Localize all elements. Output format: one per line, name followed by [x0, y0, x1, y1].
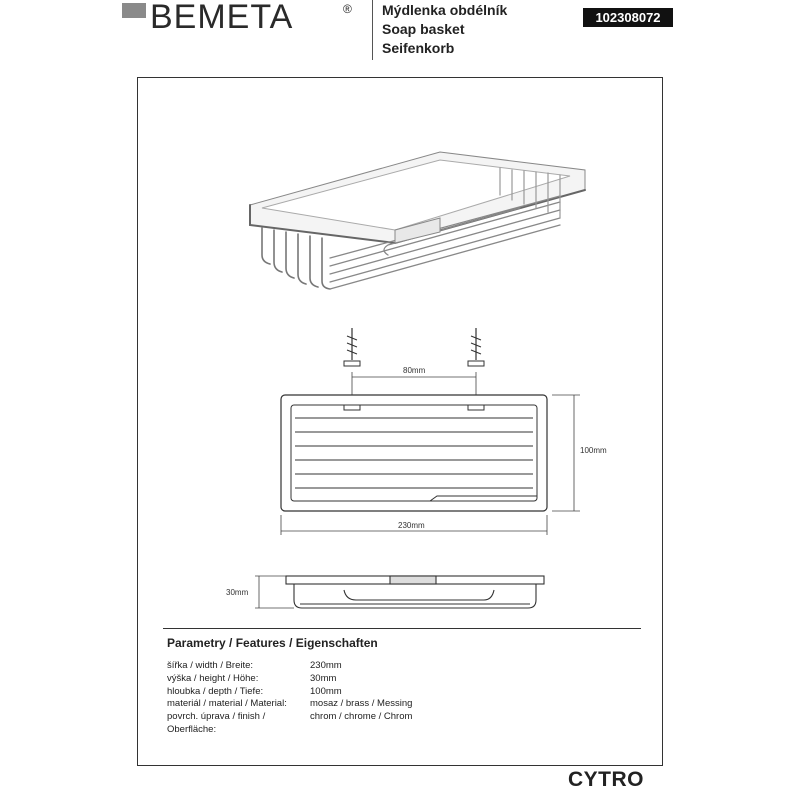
brand-logo: BEMETA [150, 0, 294, 36]
spec-label: výška / height / Höhe: [167, 672, 259, 684]
features-title: Parametry / Features / Eigenschaften [167, 636, 378, 650]
spec-row [167, 686, 412, 699]
spec-row [167, 660, 412, 673]
spec-value: chrom / chrome / Chrom [310, 711, 413, 723]
mounting-screw-left [344, 328, 360, 366]
side-view [286, 576, 544, 608]
spec-label: materiál / material / Material: [167, 698, 287, 710]
dimension-depth [552, 395, 580, 511]
product-title-de: Seifenkorb [382, 40, 455, 56]
product-image [250, 152, 585, 289]
dimension-label-100: 100mm [580, 446, 607, 455]
product-title-en: Soap basket [382, 21, 465, 37]
features-divider [163, 628, 641, 629]
spec-label: hloubka / depth / Tiefe: [167, 685, 264, 697]
model-name: CYTRO [568, 768, 644, 791]
features-table [167, 660, 412, 737]
dimension-label-30: 30mm [226, 588, 249, 597]
registered-mark: ® [343, 2, 352, 16]
spec-value: 230mm [310, 660, 342, 671]
top-view [281, 395, 547, 511]
spec-label: povrch. úprava / finish / Oberfläche: [167, 711, 266, 735]
spec-row [167, 673, 412, 686]
dimension-mount-spacing [352, 372, 476, 395]
spec-row [167, 698, 412, 711]
spec-value: mosaz / brass / Messing [310, 698, 413, 710]
product-code: 102308072 [583, 8, 673, 27]
spec-label: šířka / width / Breite: [167, 660, 254, 671]
spec-value: 30mm [310, 672, 337, 684]
spec-value: 100mm [310, 685, 342, 697]
product-title-cs: Mýdlenka obdélník [382, 2, 508, 18]
dimension-label-230: 230mm [398, 521, 425, 530]
mounting-screw-right [468, 328, 484, 366]
dimension-label-80: 80mm [403, 366, 426, 375]
spec-row [167, 711, 412, 737]
